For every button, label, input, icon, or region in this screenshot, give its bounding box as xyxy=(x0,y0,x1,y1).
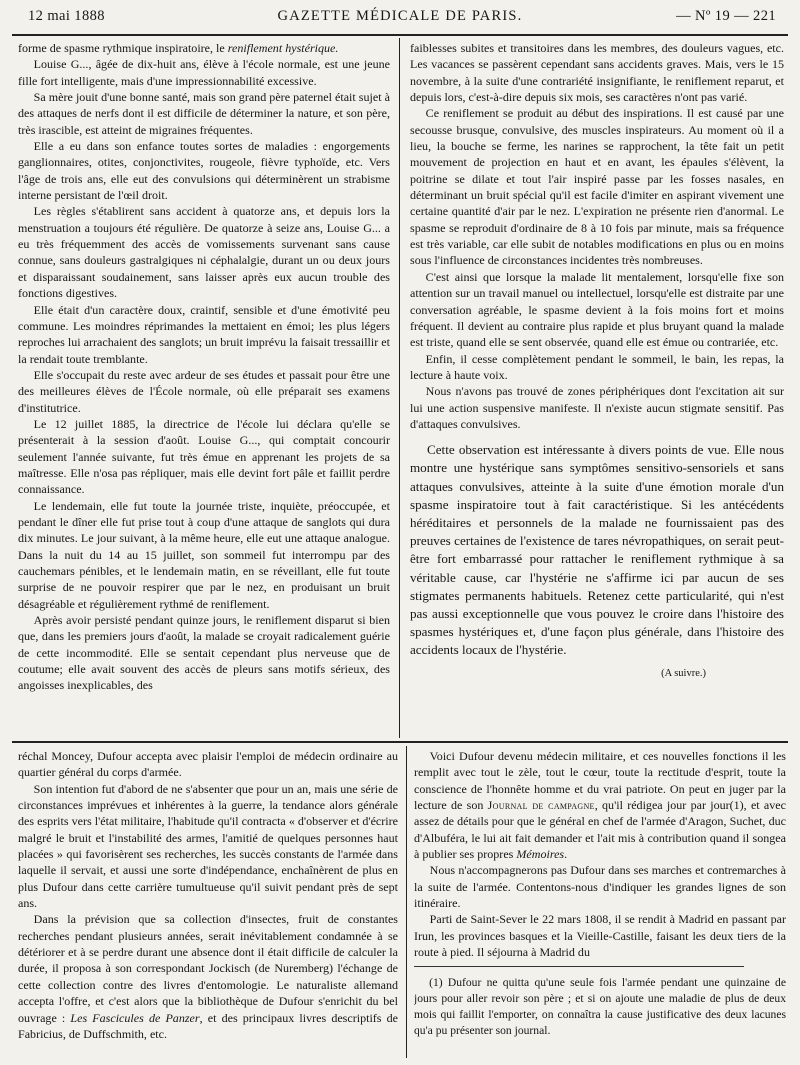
paragraph: Parti de Saint-Sever le 22 mars 1808, il se rendit à Madrid en passant par Irun, les provinces basques et la Vieille-Castille, faisant les deux tiers de la route à pied. Il séjourna à Madrid du xyxy=(414,912,786,960)
bottom-column-rule xyxy=(406,746,407,1058)
bottom-right-text xyxy=(414,748,786,960)
footnote-rule xyxy=(414,966,744,967)
top-right-column xyxy=(410,40,784,738)
italic-phrase: reniflement hystérique. xyxy=(227,41,339,55)
paragraph: Ce reniflement se produit au début des inspirations. Il est causé par une secousse brusque, convulsive, des muscles inspirateurs. Au moment où il a lieu, la bouche se ferme, les narines se rapprochent, la tête fait un petit mouvement de projection en haut et en avant, les épaules s'élèvent, la poitrine se dilate et tout l'air inspiré passe par les fosses nasales, en déterminant un bruit spécial qu'il est facile d'imiter en aspirant vivement une certaine quantité d'air par le nez. L'expiration ne présente rien d'anormal. Le spasme se reproduit d'ordinaire de 8 à 10 fois par minute, mais sa fréquence est très variable, car elle subit de notables modifications en plus ou en moins sous l'influence de circonstances incidentes très nombreuses. xyxy=(410,106,784,268)
page-header xyxy=(14,6,786,28)
top-column-rule xyxy=(399,38,400,738)
section-rule xyxy=(12,741,788,743)
to-be-continued: (A suivre.) xyxy=(661,667,706,679)
bottom-left-column xyxy=(18,748,398,1058)
paragraph: Le 12 juillet 1885, la directrice de l'école lui déclara qu'elle se présenterait à la session d'août. Louise G..., qui comptait concourir seulement l'année suivante, fut très émue en apprenant les projets de sa maîtresse. Elle n'osa pas répliquer, mais elle devint fort pâle et faillit perdre connaissance. xyxy=(18,416,390,497)
journal-title: GAZETTE MÉDICALE DE PARIS. xyxy=(277,8,523,24)
header-rule xyxy=(12,34,788,36)
issue-date: 12 mai 1888 xyxy=(28,8,105,24)
paragraph: Enfin, il cesse complètement pendant le sommeil, le bain, les repas, la lecture à haute voix. xyxy=(410,351,784,382)
paragraph: Sa mère jouit d'une bonne santé, mais son grand père paternel était sujet à des attaques de nerfs dont il est difficile de déterminer la nature, et son père, très irascible, est atteint de migraines fréquentes. xyxy=(18,90,390,137)
paragraph: Louise G..., âgée de dix-huit ans, élève à l'école normale, est une jeune fille fort intelligente, mais d'une impressionnabilité excessive. xyxy=(18,57,390,88)
paragraph: Voici Dufour devenu médecin militaire, et ces nouvelles fonctions il les remplit avec tout le zèle, tout le cœur, toute la rectitude d'esprit, toute la conscience de l'honnête homme et du vrai patriote. On peut en juger par la lecture de son Journal de campagne, qu'il rédigea jour par jour(1), et avec assez de détails pour que le général en chef de l'armée d'Aragon, Suchet, duc d'Albuféra, le lui ait fait demander et l'ait mis à contribution quand il songea à publier ses propres Mémoires. xyxy=(414,749,786,862)
paragraph: C'est ainsi que lorsque la malade lit mentalement, lorsqu'elle fixe son attention sur un travail manuel ou intellectuel, lorsqu'elle est distraite par une conversation agréable, le spasme devient à la fois moins fort et moins fréquent. Il devient au contraire plus rapide et plus bruyant quand la malade est triste, quand elle se sent observée, quand elle est émue ou contrariée, etc. xyxy=(410,269,784,350)
paragraph: Elle a eu dans son enfance toutes sortes de maladies : engorgements ganglionnaires, otites, conjonctivites, rougeole, fièvre typhoïde, etc. Vers l'âge de trois ans, elle eut des convulsions qui déterminèrent un strabisme interne persistant de l'œil droit. xyxy=(18,139,390,203)
conclusion-paragraph: Cette observation est intéressante à divers points de vue. Elle nous montre une hystérique sans symptômes sensitivo-sensoriels et sans attaques convulsives, atteinte à la suite d'une émotion morale d'un spasme inspiratoire tout à fait caractéristique. Si les antécédents héréditaires et personnels de la malade ne fournissaient pas des preuves certaines de l'existence de tares névropathiques, on serait peut-être fort embarrassé pour rattacher le reniflement rythmique à sa véritable cause, car l'hystérie ne s'affirme ici par aucun de ses stigmates permanents habituels. Retenez cette particularité, qui n'est pas aussi exceptionnelle que vous pouvez le croire dans l'histoire des spasmes hystériques et, d'une façon plus générale, dans l'histoire des accidents locaux de l'hystérie. xyxy=(410,442,784,658)
paragraph: Les règles s'établirent sans accident à quatorze ans, et depuis lors la menstruation a toujours été régulière. De quatorze à seize ans, Louise G... a eu très fréquemment des accès de vomissements survenant sans cause connue, sans douleurs gastralgiques ni céphalalgie, durant un ou deux jours et disparaissant soudainement, sans laisser après eux aucun trouble des fonctions digestives. xyxy=(18,204,390,301)
paragraph: Nous n'accompagnerons pas Dufour dans ses marches et contremarches à la suite de l'armée. Contentons-nous d'indiquer les grandes lignes de son itinéraire. xyxy=(414,863,786,911)
footnote: (1) Dufour ne quitta qu'une seule fois l'armée pendant une quinzaine de jours pour aller revoir son père ; et si on ajoute une maladie de plus de deux mois qui faillit l'emporter, on connaîtra la cause justificative des deux lacunes qu'a pu présenter son journal. xyxy=(414,976,786,1038)
issue-number: — Nº 19 — 221 xyxy=(676,8,776,24)
paragraph: Elle était d'un caractère doux, craintif, sensible et d'une émotivité peu commune. Les moindres réprimandes la mettaient en émoi; les plus légers reproches lui arrachaient des sanglots; un bruit imprévu la faisait tressaillir et la rendait toute tremblante. xyxy=(18,302,390,366)
paragraph: Son intention fut d'abord de ne s'absenter que pour un an, mais une série de circonstances imprévues et inhérentes à la guerre, la tendance alors générale des esprits vers l'état militaire, l'habitude qu'il contracta « d'observer et d'écrire malgré le bruit et l'instabilité des armes, l'amitié de quelques personnes haut placées » qui favorisèrent ses recherches, les succès constants de l'armée dans laquelle il servait, et aussi une sorte d'indépendance, enchaînèrent de plus en plus Dufour dans cette carrière tumultueuse qu'il suivit pendant près de sept ans. xyxy=(18,781,398,911)
small-caps-title: Journal de campagne xyxy=(487,798,595,813)
paragraph: faiblesses subites et transitoires dans les membres, des douleurs vagues, etc. Les vacances se passèrent cependant sans accidents graves. Mais, vers le 15 novembre, à la suite d'une contrariété insignifiante, le reniflement reparut, et depuis lors, c'est-à-dire depuis six mois, ses caractères n'ont pas varié. xyxy=(410,41,784,105)
paragraph: forme de spasme rythmique inspiratoire, le reniflement hystérique. xyxy=(18,41,339,55)
top-right-text xyxy=(410,40,784,432)
italic-phrase: Les Fascicules de Panzer xyxy=(70,1010,200,1025)
paragraph: Après avoir persisté pendant quinze jours, le reniflement disparut si bien que, dans les premiers jours d'août, la malade se croyait radicalement guérie de cette incommodité. Elle se sentait cependant plus nerveuse que de coutume; elle avait souvent des accès de pleurs sans motifs sérieux, des angoisses inexplicables, des xyxy=(18,613,390,693)
bottom-right-column xyxy=(414,748,786,1058)
top-left-column xyxy=(18,40,390,738)
italic-phrase: Mémoires xyxy=(516,847,565,862)
paragraph: réchal Moncey, Dufour accepta avec plaisir l'emploi de médecin ordinaire au quartier général du corps d'armée. xyxy=(18,749,398,780)
paragraph: Le lendemain, elle fut toute la journée triste, inquiète, préoccupée, et pendant le dîner elle fut prise tout à coup d'une attaque de sanglots qui dura dix minutes. Le jour suivant, à la même heure, elle eut une attaque analogue. Dans la nuit du 14 au 15 juillet, son sommeil fut interrompu par des cauchemars pénibles, et le lendemain matin, en se réveillant, elle fut toute surprise de ne pouvoir respirer que par le nez, en produisant un bruit désagréable et régulièrement rythmé de reniflement. xyxy=(18,498,390,611)
paragraph: Nous n'avons pas trouvé de zones périphériques dont l'excitation ait sur lui une action suspensive manifeste. Il n'existe aucun stigmate sensitif. Pas d'attaques convulsives. xyxy=(410,384,784,431)
paragraph: Elle s'occupait du reste avec ardeur de ses études et passait pour être une des meilleures élèves de l'École normale, où elle préparait ses examens d'institutrice. xyxy=(18,367,390,415)
paragraph: Dans la prévision que sa collection d'insectes, fruit de constantes recherches pendant plusieurs années, serait inévitablement condamnée à se détériorer et à se perdre durant une absence dont il était difficile de calculer la durée, il proposa à son correspondant Jockisch (de Nuremberg) l'échange de cette collection contre des livres d'entomologie. Le naturaliste allemand accepta l'offre, et c'est alors que la bibliothèque de Dufour s'enrichit du bel ouvrage : Les Fascicules de Panzer, et des principaux livres descriptifs de Fabricius, de Duffschmith, etc. xyxy=(18,912,398,1041)
